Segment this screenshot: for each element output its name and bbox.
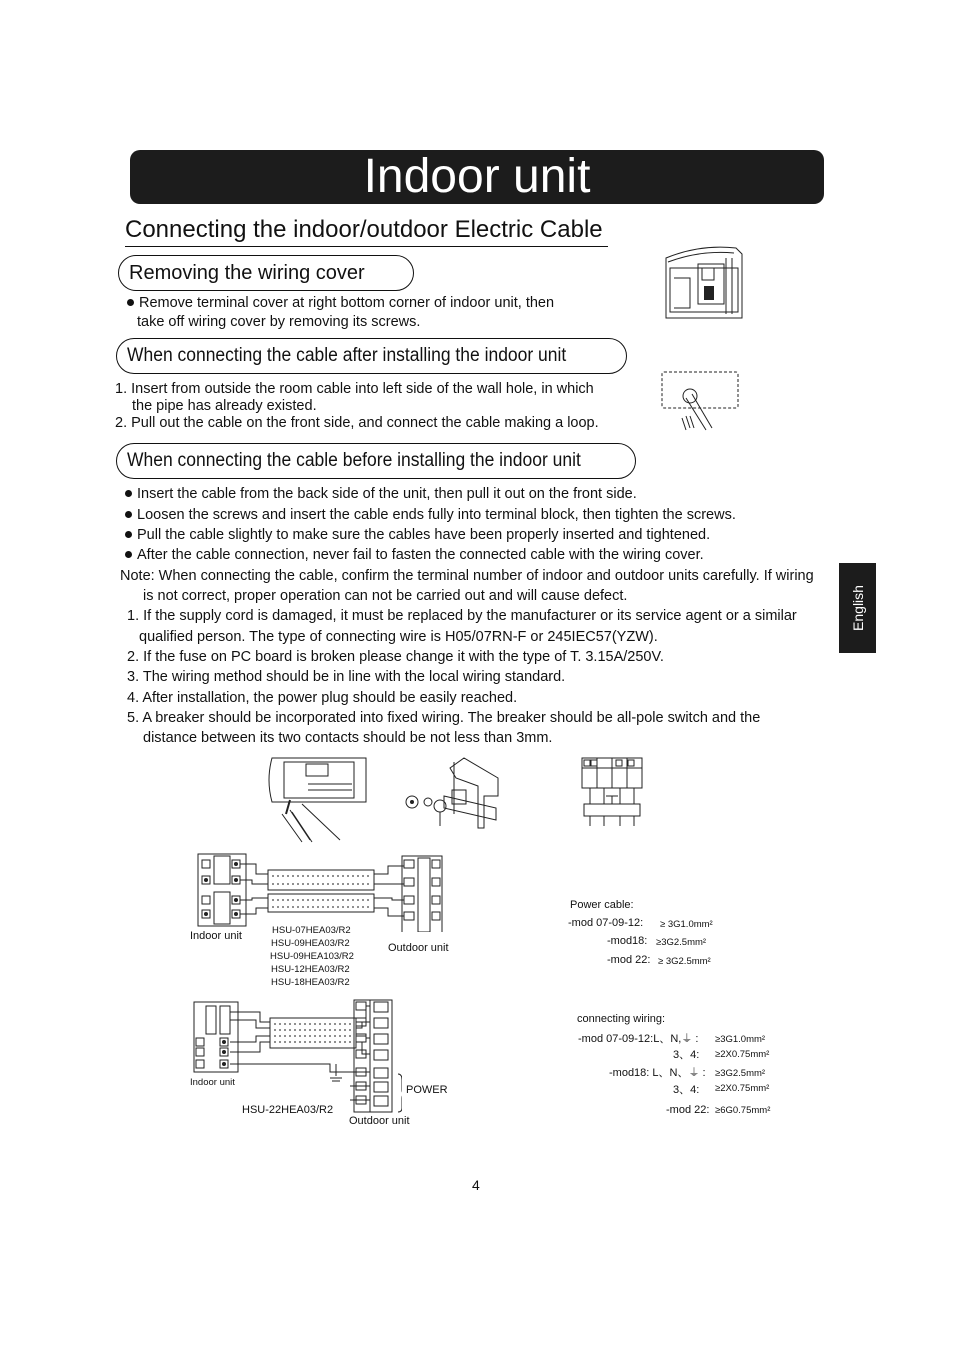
bullet-icon [125,490,132,497]
diagram2-indoor-label: Indoor unit [190,1077,235,1088]
note-item-1: 1. If the supply cord is damaged, it must be replaced by the manufacturer or its service agent or a similar [127,608,797,624]
diagram2-model: HSU-22HEA03/R2 [242,1104,334,1116]
diagram2-power-label: POWER [406,1084,448,1096]
cable-insertion-illustration [262,754,372,846]
diagram2-outdoor-label: Outdoor unit [349,1115,410,1127]
bullet-icon [125,551,132,558]
diagram1-outdoor-label: Outdoor unit [388,942,449,954]
connecting-wiring-mod: -mod 22: [666,1104,710,1116]
connecting-wiring-mod: -mod 07-09-12:L、N,⏚ : [578,1033,699,1045]
title-banner [130,150,824,204]
note-item-1-cont: qualified person. The type of connecting wire is H05/07RN-F or 245IEC57(YZW). [139,629,658,645]
terminal-block-illustration [578,756,646,826]
connecting-wiring-spec: ≥3G1.0mm² [715,1034,766,1045]
note-item-2: 2. If the fuse on PC board is broken please change it with the type of T. 3.15A/250V. [127,649,664,665]
terminal-screw-illustration [404,756,500,832]
bullet-icon [127,299,134,306]
diagram1-model: HSU-18HEA03/R2 [271,977,350,988]
power-cable-title: Power cable: [570,899,634,911]
bullet-text: Pull the cable slightly to make sure the cables have been properly inserted and tightened. [137,527,711,543]
note-item-5: 5. A breaker should be incorporated into fixed wiring. The breaker should be all-pole switch and the [127,710,761,726]
power-cable-mod: -mod 22: [607,954,651,966]
connecting-wiring-mod: 3、4: [673,1084,700,1096]
connecting-wiring-mod: -mod18: L、N、⏚ : [609,1067,706,1079]
diagram1-model: HSU-12HEA03/R2 [271,964,350,975]
note-item-3: 3. The wiring method should be in line with the local wiring standard. [127,669,566,685]
connecting-wiring-spec: ≥3G2.5mm² [715,1068,766,1079]
wiring-diagram-2 [190,998,402,1116]
before-install-bullet [125,506,736,524]
diagram1-indoor-label: Indoor unit [190,930,242,942]
power-cable-mod: -mod 07-09-12: [568,917,644,929]
connecting-wiring-spec: ≥2X0.75mm² [715,1083,770,1094]
connecting-wiring-mod: 3、4: [673,1049,700,1061]
before-install-bullet [125,526,710,544]
after-install-step-2: 2. Pull out the cable on the front side, and connect the cable making a loop. [115,415,599,431]
after-install-heading [116,338,627,374]
connecting-wiring-spec: ≥6G0.75mm² [715,1105,771,1116]
diagram1-model: HSU-09HEA103/R2 [270,951,354,962]
wall-hole-illustration [660,370,742,436]
note-item-4: 4. After installation, the power plug should be easily reached. [127,690,518,706]
removing-line-1 [127,294,554,312]
language-tab [839,563,876,653]
language-tab-label: English [849,585,866,631]
page-number: 4 [472,1177,480,1193]
removing-line-1-text: Remove terminal cover at right bottom corner of indoor unit, then [139,295,555,311]
removing-cover-heading [118,255,414,291]
removing-line-2: take off wiring cover by removing its screws. [137,314,421,330]
power-cable-mod: -mod18: [607,935,648,947]
diagram1-model: HSU-09HEA03/R2 [271,938,350,949]
connecting-wiring-title: connecting wiring: [577,1013,666,1025]
diagram1-model: HSU-07HEA03/R2 [272,925,351,936]
before-install-heading [116,443,636,479]
power-cable-spec: ≥ 3G1.0mm² [660,919,713,930]
bullet-icon [125,531,132,538]
connecting-wiring-spec: ≥2X0.75mm² [715,1049,770,1060]
after-install-heading-text: When connecting the cable after installing the indoor unit [127,345,567,366]
note-line-2: is not correct, proper operation can not be carried out and will cause defect. [143,588,628,604]
removing-cover-heading-text: Removing the wiring cover [129,262,365,284]
note-item-5-cont: distance between its two contacts should be not less than 3mm. [143,730,553,746]
bullet-text: Loosen the screws and insert the cable ends fully into terminal block, then tighten the screws. [137,507,736,523]
after-install-step-1: 1. Insert from outside the room cable into left side of the wall hole, in which [115,381,594,397]
section-underline [125,246,608,247]
page-title: Indoor unit [363,150,591,203]
power-cable-spec: ≥3G2.5mm² [656,937,707,948]
before-install-bullet [125,546,704,564]
wiring-diagram-1 [196,852,446,932]
power-cable-spec: ≥ 3G2.5mm² [658,956,711,967]
note-line-1: Note: When connecting the cable, confirm the terminal number of indoor and outdoor units carefully. If wiring [120,568,814,584]
bullet-icon [125,511,132,518]
before-install-bullet [125,485,637,503]
wiring-cover-illustration [660,238,750,322]
bullet-text: Insert the cable from the back side of the unit, then pull it out on the front side. [137,486,637,502]
section-title: Connecting the indoor/outdoor Electric Cable [125,216,603,243]
after-install-step-1-cont: the pipe has already existed. [132,398,317,414]
bullet-text: After the cable connection, never fail to fasten the connected cable with the wiring cover. [137,547,704,563]
before-install-heading-text: When connecting the cable before installing the indoor unit [127,450,581,471]
